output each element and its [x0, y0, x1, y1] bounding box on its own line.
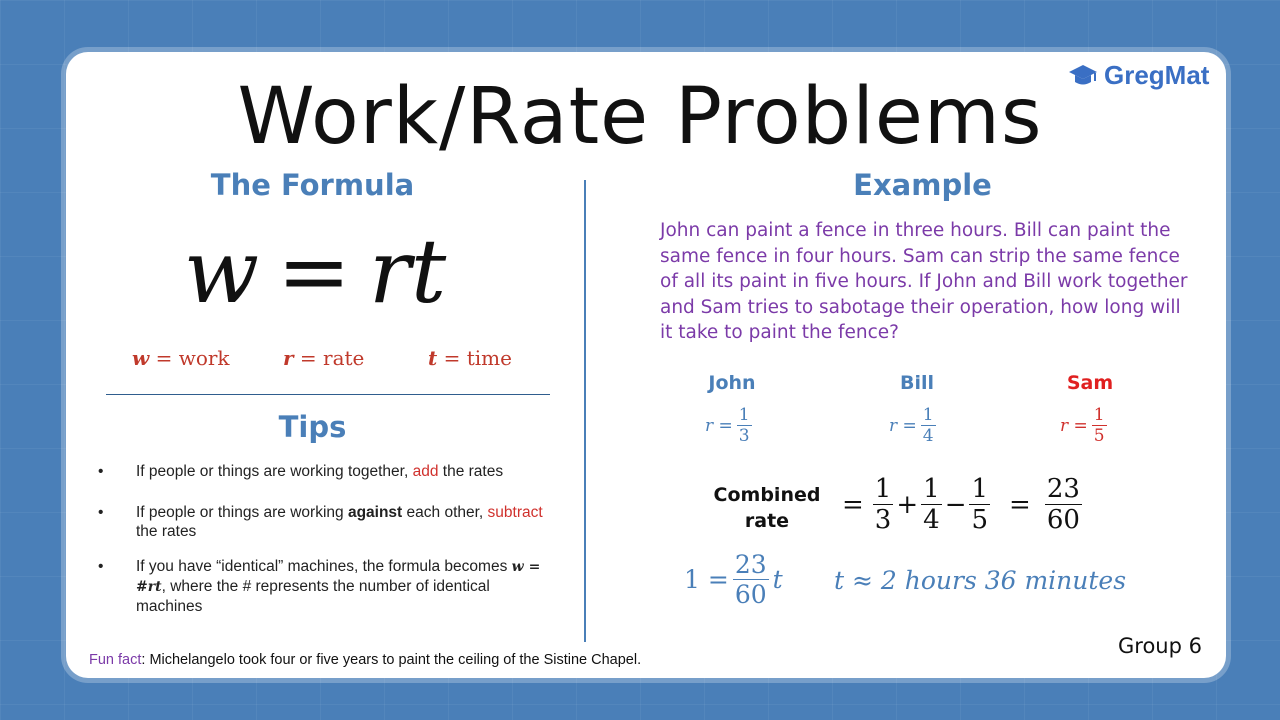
- def-time: t = time: [428, 346, 512, 370]
- group-label: Group 6: [1118, 634, 1202, 658]
- formula-heading: The Formula: [210, 168, 415, 202]
- worker-sam-name: Sam: [1066, 372, 1114, 394]
- worker-bill-name: Bill: [899, 372, 935, 394]
- worker-john-name: John: [708, 372, 756, 394]
- tip-identical-machines: • If you have “identical” machines, the formula becomes w = #rt, where the # represents the number of identical machines: [98, 558, 541, 615]
- fun-fact: Fun fact: Michelangelo took four or five years to paint the ceiling of the Sistine Chapel.: [89, 652, 642, 668]
- tips-heading: Tips: [278, 410, 347, 444]
- combined-rate-equation: = $\frac{1}{3}$ + $\frac{1}{4}$ − $\frac{1}{5}$ = $\frac{23}{60}$: [842, 474, 1080, 535]
- def-rate: r = rate: [283, 346, 365, 370]
- example-heading: Example: [853, 168, 992, 202]
- combined-rate-label: Combined rate: [713, 484, 821, 532]
- slide-title: Work/Rate Problems: [237, 72, 1043, 162]
- tip-subtract-rates: • If people or things are working against each other, subtract the rates: [98, 504, 543, 540]
- bill-rate: r = $\frac{1}{4}$: [889, 405, 934, 446]
- vertical-divider: [584, 180, 586, 642]
- tips-list: [98, 462, 558, 632]
- john-rate: r = $\frac{1}{3}$: [705, 405, 750, 446]
- logo-text: GregMat: [1104, 60, 1210, 90]
- gregmat-logo: [1068, 60, 1209, 91]
- section-divider: [106, 394, 550, 395]
- graduation-cap-icon: [1068, 63, 1098, 89]
- formula-rt: rt: [368, 220, 447, 323]
- final-answer: t ≈ 2 hours 36 minutes: [834, 566, 1127, 595]
- solve-equation: 1 = $\frac{23}{60}$ t: [684, 550, 783, 609]
- tip-add-rates: • If people or things are working together, add the rates: [98, 463, 504, 480]
- sam-rate: r = $\frac{1}{5}$: [1060, 405, 1105, 446]
- def-work: w = work: [132, 346, 230, 370]
- formula-w: w: [183, 220, 260, 323]
- main-formula: [155, 220, 475, 323]
- problem-text: John can paint a fence in three hours. Bill can paint the same fence in four hours. Sam can strip the same fence of all its paint in five hours. If John and Bill work together and Sam tries to sabotage their operation, how long will it take to paint the fence?: [660, 220, 1188, 344]
- formula-equals: =: [277, 220, 351, 323]
